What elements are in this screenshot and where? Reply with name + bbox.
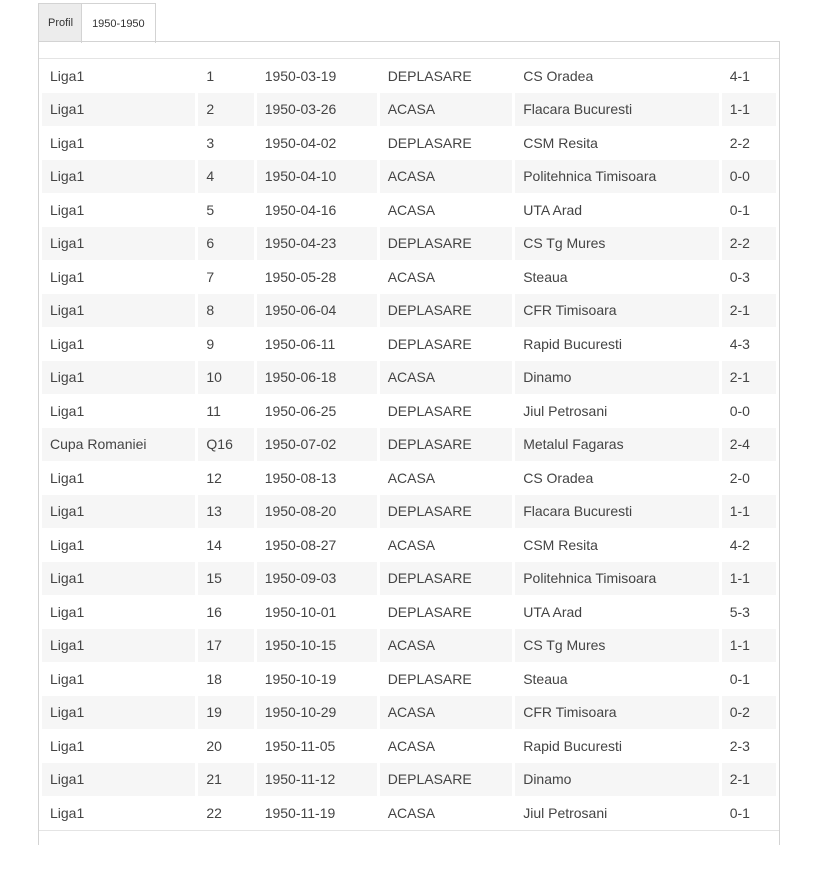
score-cell: 1-1 (722, 495, 776, 529)
opponent-cell: Politehnica Timisoara (515, 160, 718, 194)
venue-cell: ACASA (380, 796, 513, 830)
opponent-cell: Rapid Bucuresti (515, 729, 718, 763)
venue-cell: DEPLASARE (380, 562, 513, 596)
round-cell: 11 (198, 394, 253, 428)
venue-cell: ACASA (380, 260, 513, 294)
competition-cell: Liga1 (42, 763, 195, 797)
tab-bar (38, 3, 156, 42)
round-cell: 16 (198, 595, 253, 629)
round-cell: 1 (198, 59, 253, 93)
table-row (42, 696, 776, 730)
venue-cell: ACASA (380, 93, 513, 127)
venue-cell: ACASA (380, 729, 513, 763)
date-cell: 1950-10-01 (257, 595, 377, 629)
venue-cell: ACASA (380, 629, 513, 663)
table-row (42, 126, 776, 160)
venue-cell: ACASA (380, 461, 513, 495)
score-cell: 0-1 (722, 193, 776, 227)
date-cell: 1950-10-29 (257, 696, 377, 730)
round-cell: 12 (198, 461, 253, 495)
opponent-cell: CS Tg Mures (515, 629, 718, 663)
round-cell: 4 (198, 160, 253, 194)
score-cell: 4-1 (722, 59, 776, 93)
round-cell: 7 (198, 260, 253, 294)
score-cell: 0-2 (722, 696, 776, 730)
table-row (42, 394, 776, 428)
table-row (42, 729, 776, 763)
matches-table-body (42, 59, 776, 830)
opponent-cell: CFR Timisoara (515, 696, 718, 730)
competition-cell: Liga1 (42, 361, 195, 395)
venue-cell: DEPLASARE (380, 662, 513, 696)
date-cell: 1950-06-04 (257, 294, 377, 328)
table-row (42, 93, 776, 127)
venue-cell: DEPLASARE (380, 126, 513, 160)
venue-cell: DEPLASARE (380, 327, 513, 361)
score-cell: 0-0 (722, 160, 776, 194)
table-row (42, 193, 776, 227)
opponent-cell: Metalul Fagaras (515, 428, 718, 462)
date-cell: 1950-08-13 (257, 461, 377, 495)
round-cell: 9 (198, 327, 253, 361)
date-cell: 1950-09-03 (257, 562, 377, 596)
round-cell: 17 (198, 629, 253, 663)
round-cell: 15 (198, 562, 253, 596)
opponent-cell: CS Oradea (515, 59, 718, 93)
date-cell: 1950-10-19 (257, 662, 377, 696)
score-cell: 4-2 (722, 528, 776, 562)
venue-cell: DEPLASARE (380, 763, 513, 797)
date-cell: 1950-03-19 (257, 59, 377, 93)
competition-cell: Liga1 (42, 294, 195, 328)
matches-table-container (39, 58, 779, 831)
competition-cell: Liga1 (42, 662, 195, 696)
venue-cell: DEPLASARE (380, 595, 513, 629)
competition-cell: Liga1 (42, 495, 195, 529)
score-cell: 2-0 (722, 461, 776, 495)
opponent-cell: UTA Arad (515, 193, 718, 227)
score-cell: 0-0 (722, 394, 776, 428)
score-cell: 1-1 (722, 629, 776, 663)
competition-cell: Liga1 (42, 394, 195, 428)
competition-cell: Liga1 (42, 796, 195, 830)
date-cell: 1950-06-18 (257, 361, 377, 395)
tab-panel (38, 41, 780, 845)
date-cell: 1950-05-28 (257, 260, 377, 294)
opponent-cell: Steaua (515, 662, 718, 696)
competition-cell: Liga1 (42, 327, 195, 361)
opponent-cell: Flacara Bucuresti (515, 93, 718, 127)
table-row (42, 361, 776, 395)
round-cell: 3 (198, 126, 253, 160)
date-cell: 1950-11-19 (257, 796, 377, 830)
competition-cell: Liga1 (42, 260, 195, 294)
score-cell: 2-1 (722, 361, 776, 395)
date-cell: 1950-04-23 (257, 227, 377, 261)
venue-cell: DEPLASARE (380, 428, 513, 462)
table-row (42, 528, 776, 562)
tab-profil[interactable]: Profil (38, 3, 81, 42)
opponent-cell: Jiul Petrosani (515, 796, 718, 830)
opponent-cell: CS Oradea (515, 461, 718, 495)
tab-season-1950[interactable]: 1950-1950 (81, 3, 156, 43)
competition-cell: Liga1 (42, 193, 195, 227)
table-row (42, 59, 776, 93)
table-row (42, 428, 776, 462)
table-row (42, 260, 776, 294)
competition-cell: Liga1 (42, 59, 195, 93)
table-row (42, 595, 776, 629)
competition-cell: Liga1 (42, 528, 195, 562)
score-cell: 0-1 (722, 662, 776, 696)
round-cell: 19 (198, 696, 253, 730)
opponent-cell: UTA Arad (515, 595, 718, 629)
date-cell: 1950-04-16 (257, 193, 377, 227)
venue-cell: ACASA (380, 160, 513, 194)
date-cell: 1950-06-25 (257, 394, 377, 428)
date-cell: 1950-04-02 (257, 126, 377, 160)
date-cell: 1950-07-02 (257, 428, 377, 462)
table-row (42, 160, 776, 194)
score-cell: 2-4 (722, 428, 776, 462)
opponent-cell: CS Tg Mures (515, 227, 718, 261)
round-cell: 13 (198, 495, 253, 529)
score-cell: 1-1 (722, 562, 776, 596)
competition-cell: Liga1 (42, 595, 195, 629)
score-cell: 4-3 (722, 327, 776, 361)
score-cell: 2-3 (722, 729, 776, 763)
competition-cell: Liga1 (42, 696, 195, 730)
competition-cell: Liga1 (42, 126, 195, 160)
round-cell: 2 (198, 93, 253, 127)
opponent-cell: Flacara Bucuresti (515, 495, 718, 529)
score-cell: 2-2 (722, 126, 776, 160)
table-row (42, 629, 776, 663)
table-row (42, 461, 776, 495)
venue-cell: ACASA (380, 193, 513, 227)
venue-cell: ACASA (380, 528, 513, 562)
competition-cell: Liga1 (42, 160, 195, 194)
venue-cell: DEPLASARE (380, 394, 513, 428)
competition-cell: Liga1 (42, 562, 195, 596)
opponent-cell: Rapid Bucuresti (515, 327, 718, 361)
table-row (42, 763, 776, 797)
round-cell: 20 (198, 729, 253, 763)
date-cell: 1950-10-15 (257, 629, 377, 663)
date-cell: 1950-11-12 (257, 763, 377, 797)
date-cell: 1950-08-20 (257, 495, 377, 529)
round-cell: 6 (198, 227, 253, 261)
table-row (42, 495, 776, 529)
score-cell: 2-1 (722, 763, 776, 797)
score-cell: 2-2 (722, 227, 776, 261)
round-cell: 8 (198, 294, 253, 328)
round-cell: 10 (198, 361, 253, 395)
competition-cell: Liga1 (42, 729, 195, 763)
opponent-cell: CSM Resita (515, 528, 718, 562)
opponent-cell: Dinamo (515, 763, 718, 797)
table-row (42, 662, 776, 696)
round-cell: 21 (198, 763, 253, 797)
date-cell: 1950-04-10 (257, 160, 377, 194)
round-cell: 14 (198, 528, 253, 562)
score-cell: 1-1 (722, 93, 776, 127)
score-cell: 2-1 (722, 294, 776, 328)
opponent-cell: Dinamo (515, 361, 718, 395)
score-cell: 0-3 (722, 260, 776, 294)
score-cell: 0-1 (722, 796, 776, 830)
venue-cell: ACASA (380, 696, 513, 730)
competition-cell: Liga1 (42, 461, 195, 495)
venue-cell: ACASA (380, 361, 513, 395)
opponent-cell: CFR Timisoara (515, 294, 718, 328)
table-row (42, 327, 776, 361)
table-row (42, 562, 776, 596)
venue-cell: DEPLASARE (380, 495, 513, 529)
competition-cell: Cupa Romaniei (42, 428, 195, 462)
round-cell: Q16 (198, 428, 253, 462)
opponent-cell: Politehnica Timisoara (515, 562, 718, 596)
opponent-cell: Jiul Petrosani (515, 394, 718, 428)
date-cell: 1950-03-26 (257, 93, 377, 127)
matches-table (39, 59, 779, 830)
venue-cell: DEPLASARE (380, 59, 513, 93)
opponent-cell: Steaua (515, 260, 718, 294)
table-row (42, 227, 776, 261)
competition-cell: Liga1 (42, 227, 195, 261)
competition-cell: Liga1 (42, 93, 195, 127)
round-cell: 18 (198, 662, 253, 696)
competition-cell: Liga1 (42, 629, 195, 663)
venue-cell: DEPLASARE (380, 227, 513, 261)
opponent-cell: CSM Resita (515, 126, 718, 160)
date-cell: 1950-06-11 (257, 327, 377, 361)
date-cell: 1950-11-05 (257, 729, 377, 763)
date-cell: 1950-08-27 (257, 528, 377, 562)
table-row (42, 796, 776, 830)
score-cell: 5-3 (722, 595, 776, 629)
round-cell: 22 (198, 796, 253, 830)
table-row (42, 294, 776, 328)
venue-cell: DEPLASARE (380, 294, 513, 328)
round-cell: 5 (198, 193, 253, 227)
